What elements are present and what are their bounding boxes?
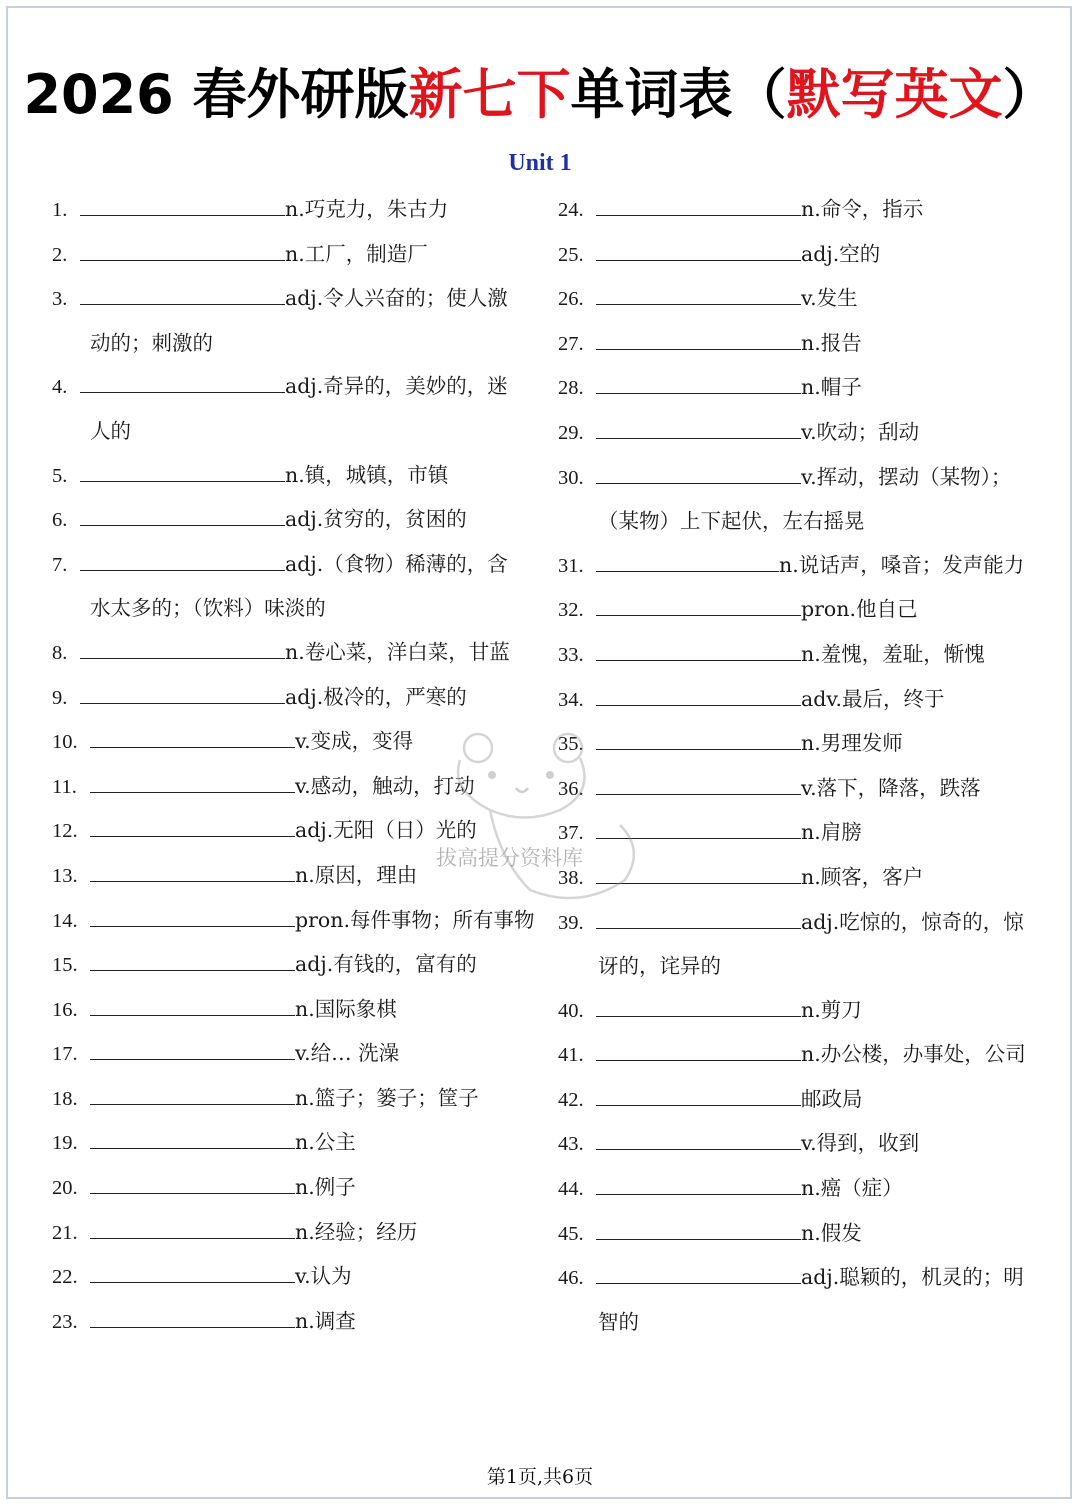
- answer-blank[interactable]: [80, 304, 285, 305]
- word-meaning: v.吹动；刮动: [801, 419, 920, 444]
- answer-blank[interactable]: [596, 838, 801, 839]
- word-meaning: n.癌（症）: [801, 1176, 903, 1201]
- word-item: [52, 1121, 532, 1166]
- answer-blank[interactable]: [90, 1015, 295, 1016]
- answer-blank[interactable]: [596, 883, 801, 884]
- word-item: [558, 411, 1038, 456]
- word-item: [52, 720, 532, 765]
- word-item: [558, 901, 1038, 989]
- item-number: 8.: [52, 641, 68, 664]
- word-meaning: adj.聪颖的，机灵的；明: [801, 1265, 1024, 1290]
- item-number: 45.: [558, 1222, 584, 1245]
- title-part5: ）: [1002, 63, 1057, 126]
- word-meaning: n.巧克力，朱古力: [285, 197, 449, 221]
- word-meaning-continuation: 人的: [90, 418, 131, 443]
- word-item: [558, 1256, 1038, 1344]
- word-meaning: v.变成，变得: [295, 729, 414, 754]
- item-number: 46.: [558, 1267, 584, 1290]
- item-number: 34.: [558, 688, 584, 711]
- word-item: [52, 631, 532, 676]
- answer-blank[interactable]: [596, 1060, 801, 1061]
- word-meaning: n.原因，理由: [295, 862, 418, 887]
- watermark-text: 拔高提分资料库: [436, 846, 583, 870]
- word-meaning: v.落下，降落，跌落: [801, 775, 981, 800]
- answer-blank[interactable]: [90, 1104, 295, 1105]
- answer-blank[interactable]: [596, 660, 801, 661]
- answer-blank[interactable]: [90, 881, 295, 882]
- item-number: 22.: [52, 1266, 78, 1289]
- word-meaning: adj.贫穷的，贫困的: [285, 507, 467, 532]
- item-number: 18.: [52, 1087, 78, 1110]
- answer-blank[interactable]: [596, 304, 801, 305]
- item-number: 38.: [558, 866, 584, 889]
- word-meaning: n.经验；经历: [295, 1219, 418, 1244]
- answer-blank[interactable]: [90, 747, 295, 748]
- item-number: 16.: [52, 998, 78, 1021]
- title-part2: 新七下: [408, 63, 571, 126]
- word-meaning: v.认为: [295, 1264, 352, 1289]
- item-number: 6.: [52, 509, 68, 532]
- word-meaning: n.公主: [295, 1130, 356, 1155]
- item-number: 2.: [52, 243, 68, 266]
- word-item: [558, 678, 1038, 723]
- answer-blank[interactable]: [80, 570, 285, 571]
- word-item: [558, 456, 1038, 544]
- word-meaning: adj.令人兴奋的；使人激: [285, 286, 508, 311]
- word-meaning-continuation: 讶的，诧异的: [598, 954, 721, 979]
- word-item: [558, 989, 1038, 1034]
- answer-blank[interactable]: [90, 1148, 295, 1149]
- word-meaning: n.剪刀: [801, 997, 862, 1022]
- word-item: [558, 767, 1038, 812]
- word-meaning: v.发生: [801, 286, 858, 311]
- item-number: 25.: [558, 243, 584, 266]
- word-item: [558, 366, 1038, 411]
- item-number: 41.: [558, 1044, 584, 1067]
- item-number: 15.: [52, 954, 78, 977]
- word-meaning: n.工厂，制造厂: [285, 241, 428, 266]
- item-number: 37.: [558, 822, 584, 845]
- word-item: [558, 1078, 1038, 1123]
- item-number: 20.: [52, 1177, 78, 1200]
- word-item: [558, 811, 1038, 856]
- word-meaning: v.给… 洗澡: [295, 1041, 400, 1066]
- word-meaning: pron.每件事物；所有事物: [295, 907, 535, 932]
- answer-blank[interactable]: [596, 483, 801, 484]
- word-meaning: n.命令，指示: [801, 197, 924, 221]
- item-number: 10.: [52, 731, 78, 754]
- answer-blank[interactable]: [80, 481, 285, 482]
- word-item: [52, 988, 532, 1033]
- word-item: [52, 899, 535, 944]
- word-item: [558, 722, 1038, 767]
- word-item: [52, 1211, 532, 1256]
- answer-blank[interactable]: [596, 705, 801, 706]
- unit-heading: Unit 1: [508, 150, 572, 176]
- item-number: 42.: [558, 1088, 584, 1111]
- word-meaning: n.镇，城镇，市镇: [285, 462, 449, 487]
- item-number: 27.: [558, 332, 584, 355]
- answer-blank[interactable]: [596, 393, 801, 394]
- answer-blank[interactable]: [596, 571, 779, 572]
- item-number: 17.: [52, 1043, 78, 1066]
- word-meaning: n.篮子；篓子；筐子: [295, 1085, 479, 1110]
- answer-blank[interactable]: [80, 658, 285, 659]
- word-item: [52, 1255, 532, 1300]
- item-number: 11.: [52, 775, 77, 798]
- item-number: 21.: [52, 1221, 78, 1244]
- word-item: [558, 322, 1038, 367]
- word-meaning-continuation: 智的: [598, 1309, 639, 1334]
- word-item: [52, 765, 532, 810]
- item-number: 23.: [52, 1310, 78, 1333]
- word-meaning: adj.吃惊的，惊奇的，惊: [801, 909, 1024, 934]
- answer-blank[interactable]: [596, 1239, 801, 1240]
- item-number: 32.: [558, 599, 584, 622]
- answer-blank[interactable]: [90, 792, 295, 793]
- item-number: 13.: [52, 864, 78, 887]
- item-number: 1.: [52, 199, 68, 221]
- answer-blank[interactable]: [80, 215, 285, 216]
- item-number: 30.: [558, 466, 584, 489]
- left-word-column: [52, 188, 535, 1344]
- word-item: [52, 1077, 532, 1122]
- answer-blank[interactable]: [90, 1327, 295, 1328]
- answer-blank[interactable]: [596, 615, 801, 616]
- item-number: 35.: [558, 733, 584, 756]
- word-item: [558, 1033, 1038, 1078]
- title-part3: 单词表（: [570, 63, 787, 126]
- answer-blank[interactable]: [596, 794, 801, 795]
- word-meaning: v.得到，收到: [801, 1131, 920, 1156]
- word-meaning: n.办公楼，办事处，公司: [801, 1042, 1026, 1067]
- word-meaning: n.例子: [295, 1175, 356, 1200]
- word-meaning: v.感动，触动，打动: [295, 773, 475, 798]
- word-item: [52, 1166, 532, 1211]
- item-number: 4.: [52, 376, 68, 399]
- item-number: 36.: [558, 777, 584, 800]
- answer-blank[interactable]: [90, 1238, 295, 1239]
- word-item: [558, 856, 1038, 901]
- word-meaning: n.报告: [801, 330, 862, 355]
- word-item: [52, 277, 532, 365]
- item-number: 5.: [52, 464, 68, 487]
- item-number: 14.: [52, 909, 78, 932]
- answer-blank[interactable]: [596, 1283, 801, 1284]
- answer-blank[interactable]: [596, 215, 801, 216]
- word-item: [558, 277, 1038, 322]
- word-meaning: adj.（食物）稀薄的，含: [285, 551, 508, 576]
- word-item: [558, 1212, 1038, 1257]
- word-item: [558, 1122, 1038, 1167]
- word-item: [52, 233, 532, 278]
- answer-blank[interactable]: [90, 970, 295, 971]
- item-number: 24.: [558, 199, 584, 221]
- word-meaning: v.挥动，摆动（某物）；: [801, 464, 1012, 489]
- word-item: [52, 543, 532, 631]
- item-number: 3.: [52, 288, 68, 311]
- item-number: 44.: [558, 1178, 584, 1201]
- word-item: [52, 943, 532, 988]
- word-meaning: n.顾客，客户: [801, 864, 924, 889]
- word-meaning: adv.最后，终于: [801, 686, 945, 711]
- word-meaning: n.说话声，嗓音；发声能力: [779, 552, 1025, 577]
- word-meaning-continuation: （某物）上下起伏，左右摇晃: [598, 509, 865, 534]
- item-number: 43.: [558, 1133, 584, 1156]
- word-item: [558, 188, 1038, 233]
- word-meaning: adj.空的: [801, 241, 881, 266]
- answer-blank[interactable]: [90, 1282, 295, 1283]
- word-item: [52, 365, 532, 453]
- word-item: [52, 1032, 532, 1077]
- answer-blank[interactable]: [596, 349, 801, 350]
- word-item: [558, 633, 1038, 678]
- page-title: [0, 60, 1080, 130]
- item-number: 26.: [558, 288, 584, 311]
- answer-blank[interactable]: [90, 926, 295, 927]
- answer-blank[interactable]: [80, 525, 285, 526]
- item-number: 29.: [558, 421, 584, 444]
- item-number: 28.: [558, 377, 584, 400]
- answer-blank[interactable]: [80, 392, 285, 393]
- answer-blank[interactable]: [596, 260, 801, 261]
- right-word-column: [558, 188, 1038, 1344]
- item-number: 31.: [558, 554, 584, 577]
- word-meaning-continuation: 动的；刺激的: [90, 330, 213, 355]
- title-part4: 默写英文: [786, 63, 1003, 126]
- word-meaning: adj.有钱的，富有的: [295, 952, 477, 977]
- word-meaning: n.调查: [295, 1308, 356, 1333]
- word-item: [52, 498, 532, 543]
- item-number: 12.: [52, 820, 78, 843]
- item-number: 19.: [52, 1132, 78, 1155]
- word-item: [52, 676, 532, 721]
- word-meaning: n.肩膀: [801, 820, 862, 845]
- word-item: [558, 588, 1038, 633]
- word-meaning: 邮政局: [801, 1086, 863, 1111]
- word-meaning: n.男理发师: [801, 731, 903, 756]
- word-item: [52, 454, 532, 499]
- answer-blank[interactable]: [596, 1105, 801, 1106]
- answer-blank[interactable]: [596, 438, 801, 439]
- answer-blank[interactable]: [596, 749, 801, 750]
- word-item: [52, 188, 532, 233]
- item-number: 33.: [558, 643, 584, 666]
- word-meaning: n.帽子: [801, 375, 862, 400]
- word-item: [52, 1300, 532, 1345]
- word-meaning-continuation: 水太多的；（饮料）味淡的: [90, 596, 326, 621]
- page-number: 第1页,共6页: [486, 1466, 594, 1488]
- word-meaning: n.国际象棋: [295, 996, 397, 1021]
- answer-blank[interactable]: [90, 836, 295, 837]
- word-meaning: pron.他自己: [801, 597, 918, 622]
- word-item: [558, 1167, 1038, 1212]
- word-meaning: n.卷心菜，洋白菜，甘蓝: [285, 639, 510, 664]
- word-item: [558, 233, 1038, 278]
- word-meaning: adj.无阳（日）光的: [295, 818, 477, 843]
- answer-blank[interactable]: [596, 928, 801, 929]
- item-number: 39.: [558, 911, 584, 934]
- answer-blank[interactable]: [596, 1194, 801, 1195]
- title-part1: 2026 春外研版: [23, 63, 409, 126]
- answer-blank[interactable]: [80, 260, 285, 261]
- answer-blank[interactable]: [90, 1059, 295, 1060]
- answer-blank[interactable]: [596, 1016, 801, 1017]
- item-number: 40.: [558, 999, 584, 1022]
- answer-blank[interactable]: [596, 1149, 801, 1150]
- word-meaning: adj.极冷的，严寒的: [285, 684, 467, 709]
- word-meaning: adj.奇异的，美妙的，迷: [285, 374, 508, 399]
- answer-blank[interactable]: [80, 703, 285, 704]
- word-item: [558, 544, 1038, 589]
- word-meaning: n.羞愧，羞耻，惭愧: [801, 641, 985, 666]
- item-number: 9.: [52, 686, 68, 709]
- item-number: 7.: [52, 553, 68, 576]
- answer-blank[interactable]: [90, 1193, 295, 1194]
- word-meaning: n.假发: [801, 1220, 862, 1245]
